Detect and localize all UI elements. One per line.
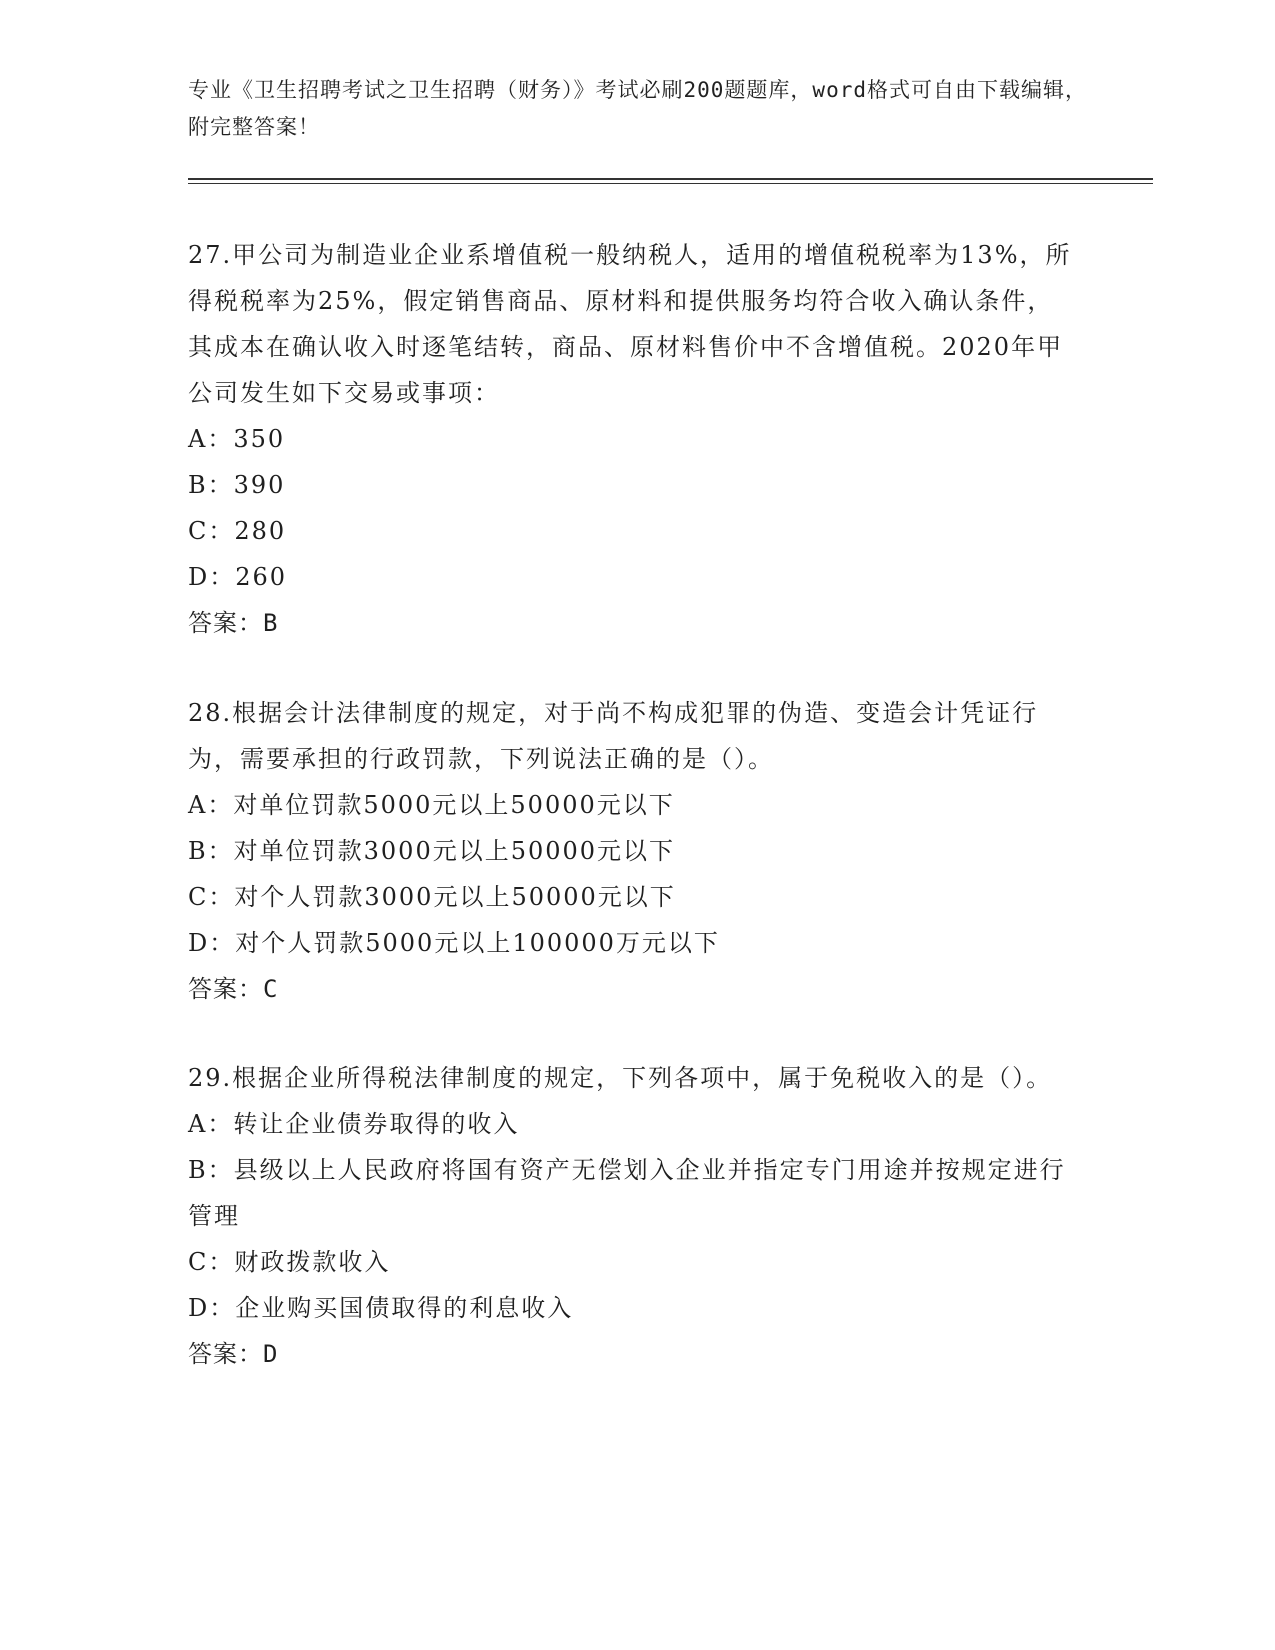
question-29 (188, 1055, 1078, 1377)
option-c: C：对个人罚款3000元以上50000元以下 (188, 883, 676, 911)
question-stem: 29.根据企业所得税法律制度的规定，下列各项中，属于免税收入的是（）。 (188, 1064, 1053, 1092)
option-c: C：280 (188, 517, 287, 545)
option-a: A：转让企业债券取得的收入 (188, 1110, 520, 1138)
question-stem: 27.甲公司为制造业企业系增值税一般纳税人，适用的增值税税率为13%，所得税税率为25%，假定销售商品、原材料和提供服务均符合收入确认条件，其成本在确认收入时逐笔结转，商品、原材料售价中不含增值税。2020年甲公司发生如下交易或事项： (188, 241, 1072, 407)
header-divider-thin (188, 183, 1153, 184)
option-a: A：350 (188, 425, 286, 453)
option-d: D：对个人罚款5000元以上100000万元以下 (188, 929, 720, 957)
option-b: B：对单位罚款3000元以上50000元以下 (188, 837, 676, 865)
question-28 (188, 690, 1078, 1012)
answer-line: 答案：B (188, 609, 279, 637)
question-stem: 28.根据会计法律制度的规定，对于尚不构成犯罪的伪造、变造会计凭证行为，需要承担的行政罚款，下列说法正确的是（）。 (188, 699, 1039, 773)
option-b: B：390 (188, 471, 286, 499)
answer-line: 答案：D (188, 1340, 279, 1368)
option-b: B：县级以上人民政府将国有资产无偿划入企业并指定专门用途并按规定进行管理 (188, 1156, 1066, 1230)
option-a: A：对单位罚款5000元以上50000元以下 (188, 791, 675, 819)
question-27 (188, 232, 1078, 646)
option-c: C：财政拨款收入 (188, 1248, 391, 1276)
option-d: D：企业购买国债取得的利息收入 (188, 1294, 574, 1322)
header-divider (188, 178, 1153, 180)
document-header: 专业《卫生招聘考试之卫生招聘（财务）》考试必刷200题题库，word格式可自由下载编辑，附完整答案！ (188, 78, 1087, 139)
option-d: D：260 (188, 563, 288, 591)
answer-line: 答案：C (188, 975, 279, 1003)
